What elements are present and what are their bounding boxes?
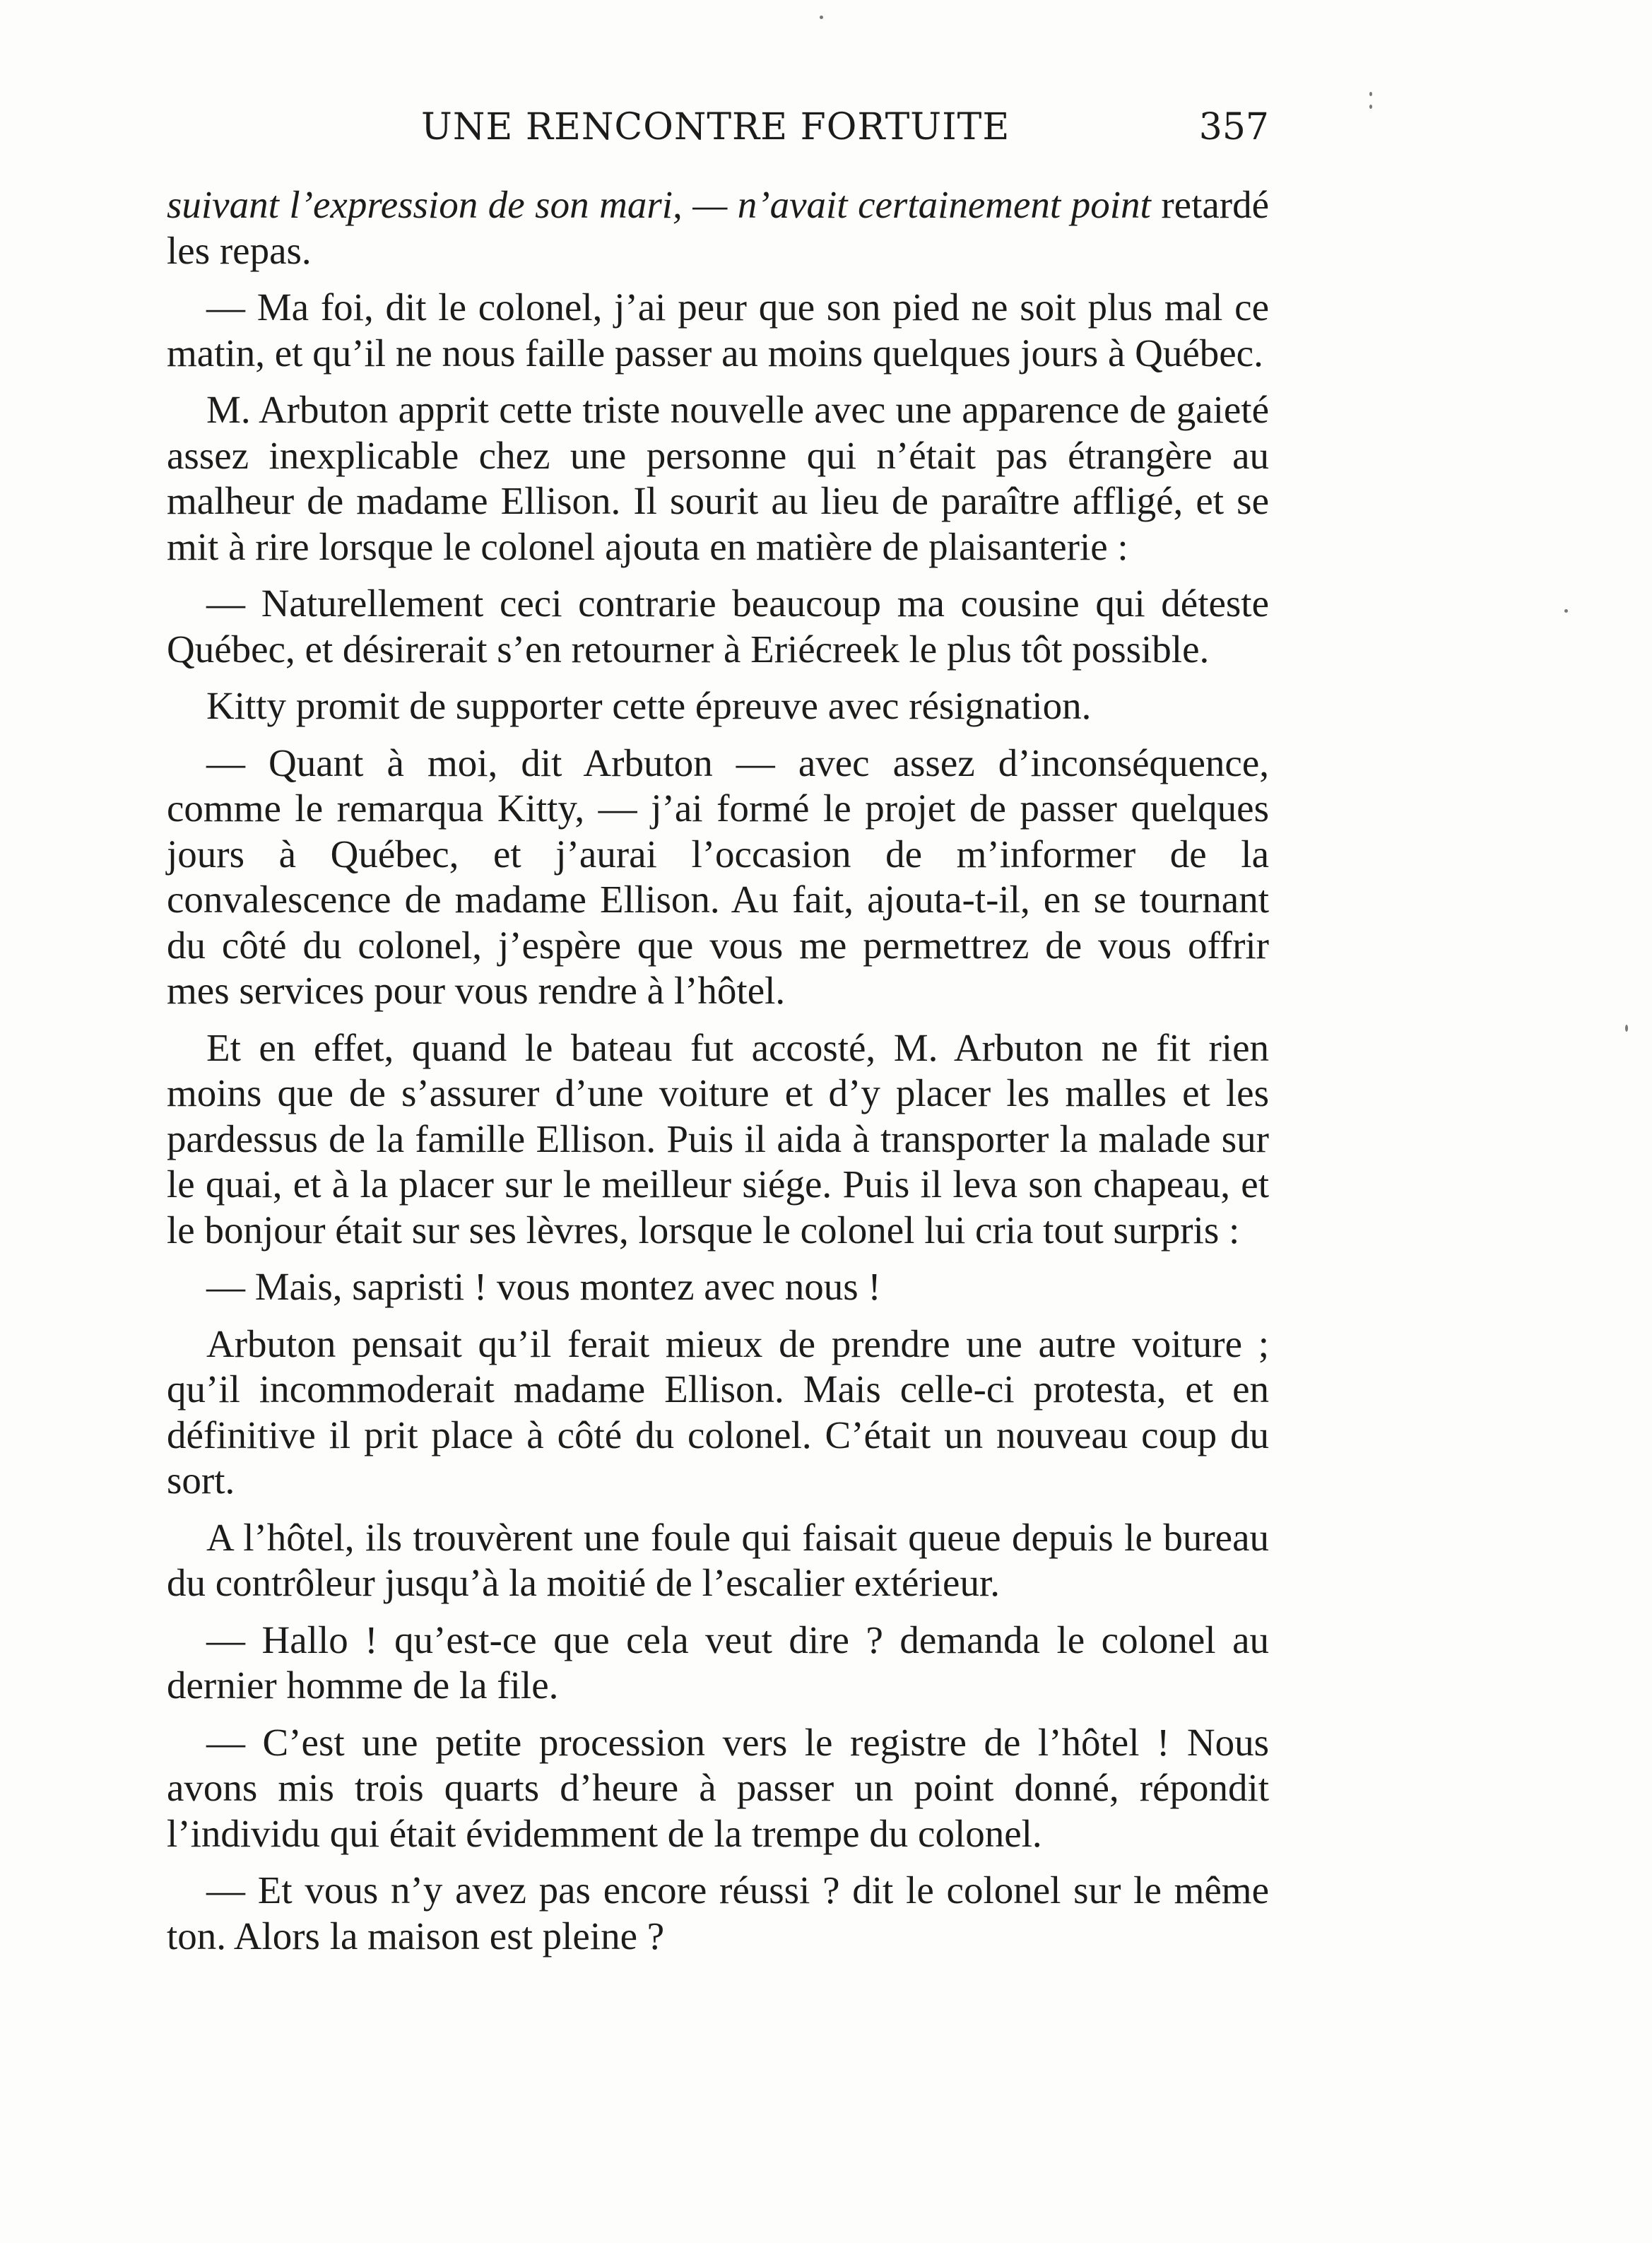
- paragraph-text: retardé les repas.: [167, 183, 1269, 272]
- running-header: [167, 106, 1269, 163]
- paragraph: — Ma foi, dit le colonel, j’ai peur que son pied ne soit plus mal ce matin, et qu’il ne nous faille passer au moins quelques jours à Québec.: [167, 285, 1269, 375]
- paragraph: — Mais, sapristi ! vous montez avec nous !: [206, 1265, 881, 1308]
- paper-speck: [820, 16, 823, 19]
- paragraph: A l’hôtel, ils trouvèrent une foule qui faisait queue depuis le bureau du contrôleur jusqu’à la moitié de l’escalier extérieur.: [167, 1515, 1269, 1604]
- page-number: 357: [1198, 106, 1269, 148]
- paper-speck: [1625, 1025, 1628, 1032]
- paper-speck: [1564, 609, 1568, 613]
- paragraph: — Quant à moi, dit Arbuton — avec assez d’inconséquence, comme le remarqua Kitty, — j’ai formé le projet de passer quelques jours à Québec, et j’aurai l’occasion de m’informer de la convalescence de madame Ellison. Au fait, ajouta-t-il, en se tournant du côté du colonel, j’espère que vous me permettrez de vous offrir mes services pour vous rendre à l’hôtel.: [167, 741, 1269, 1012]
- body-text: [167, 182, 1269, 1970]
- paper-speck: [1369, 105, 1372, 109]
- italic-text: suivant l’expression de son mari, — n’avait certainement point: [167, 183, 1151, 226]
- paragraph: — Hallo ! qu’est-ce que cela veut dire ? demanda le colonel au dernier homme de la file.: [167, 1618, 1269, 1707]
- paper-speck: [1369, 92, 1372, 96]
- paragraph: — Naturellement ceci contrarie beaucoup ma cousine qui déteste Québec, et désirerait s’en retourner à Eriécreek le plus tôt possible.: [167, 582, 1269, 671]
- paragraph: M. Arbuton apprit cette triste nouvelle avec une apparence de gaieté assez inexplicable chez une personne qui n’était pas étrangère au malheur de madame Ellison. Il sourit au lieu de paraître affligé, et se mit à rire lorsque le colonel ajouta en matière de plaisanterie :: [167, 388, 1269, 568]
- paragraph: Kitty promit de supporter cette épreuve avec résignation.: [206, 684, 1092, 727]
- paragraph: — C’est une petite procession vers le registre de l’hôtel ! Nous avons mis trois quarts d’heure à passer un point donné, répondit l’individu qui était évidemment de la trempe du colonel.: [167, 1720, 1269, 1855]
- paragraph: — Et vous n’y avez pas encore réussi ? dit le colonel sur le même ton. Alors la maison est pleine ?: [167, 1868, 1269, 1958]
- chapter-title: UNE RENCONTRE FORTUITE: [421, 106, 1010, 148]
- paragraph: Et en effet, quand le bateau fut accosté, M. Arbuton ne fit rien moins que de s’assurer d’une voiture et d’y placer les malles et les pardessus de la famille Ellison. Puis il aida à transporter la malade sur le quai, et à la placer sur le meilleur siége. Puis il leva son chapeau, et le bonjour était sur ses lèvres, lorsque le colonel lui cria tout surpris :: [167, 1025, 1269, 1252]
- paragraph: Arbuton pensait qu’il ferait mieux de prendre une autre voiture ; qu’il incommoderait madame Ellison. Mais celle-ci protesta, et en définitive il prit place à côté du colonel. C’était un nouveau coup du sort.: [167, 1321, 1269, 1502]
- paragraph: [167, 182, 1269, 273]
